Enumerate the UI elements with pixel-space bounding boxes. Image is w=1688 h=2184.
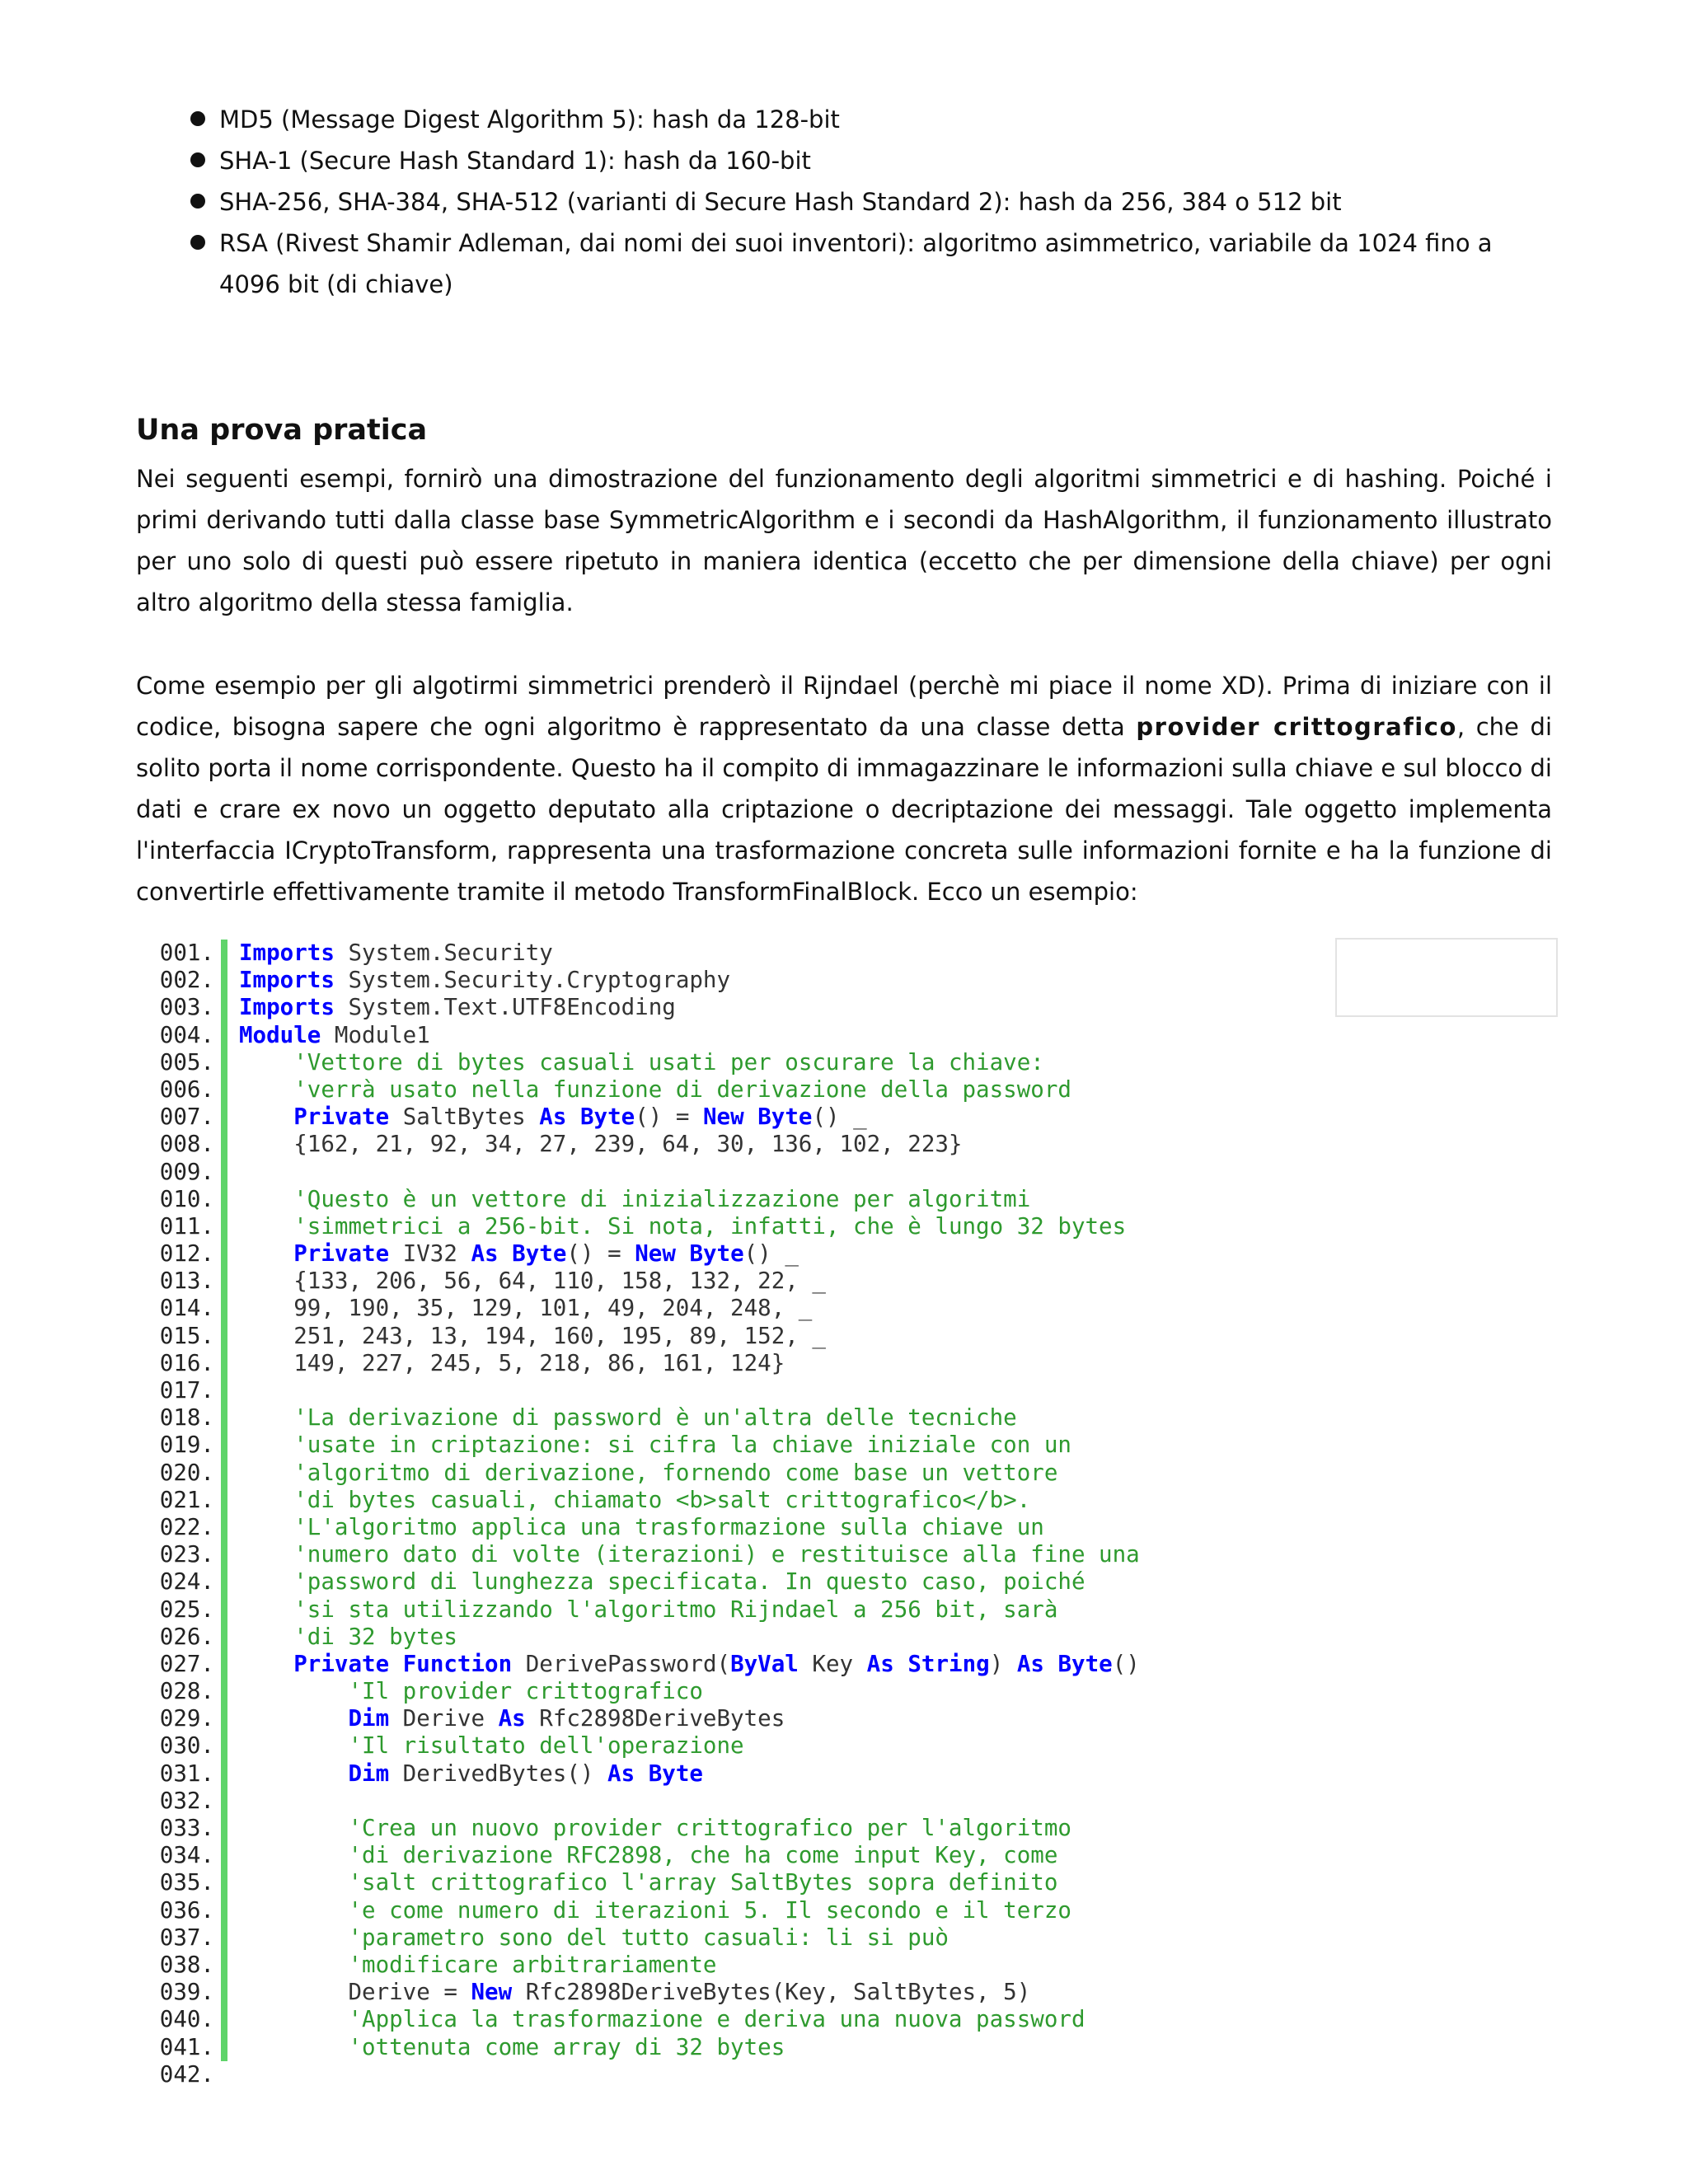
keyword-token: Imports <box>239 940 335 966</box>
comment-token: 'salt crittografico l'array SaltBytes sopra definito <box>348 1869 1058 1896</box>
comment-token: 'usate in criptazione: si cifra la chiave iniziale con un <box>293 1432 1071 1459</box>
code-line <box>157 1651 1311 1678</box>
code-line <box>157 1568 1311 1596</box>
code-text <box>239 1240 799 1268</box>
code-line <box>157 1460 1311 1487</box>
code-text <box>239 1624 457 1651</box>
bullet-icon <box>190 194 205 209</box>
keyword-token: Byte <box>1057 1650 1113 1677</box>
keyword-token: New <box>702 1104 744 1131</box>
code-line <box>157 1295 1311 1322</box>
gutter-marker <box>221 1460 227 1487</box>
code-text <box>239 1596 1057 1624</box>
code-text <box>239 1295 812 1322</box>
line-number: 014. <box>159 1295 214 1322</box>
gutter-marker <box>221 1240 227 1268</box>
code-text <box>239 940 553 967</box>
code-line <box>157 1815 1311 1842</box>
gutter-marker <box>221 1514 227 1541</box>
line-number: 008. <box>159 1131 214 1158</box>
code-token: System.Security <box>334 940 553 966</box>
bullet-icon <box>190 152 205 167</box>
code-line <box>157 1624 1311 1651</box>
keyword-token: As <box>866 1650 894 1677</box>
gutter-marker <box>221 1350 227 1377</box>
keyword-token: Byte <box>689 1240 744 1268</box>
code-token <box>239 1404 293 1431</box>
keyword-token: Byte <box>757 1104 813 1131</box>
line-number: 011. <box>159 1212 214 1240</box>
code-line <box>157 1514 1311 1541</box>
line-number: 030. <box>159 1732 214 1760</box>
line-number: 033. <box>159 1815 214 1841</box>
line-number: 041. <box>159 2033 214 2060</box>
code-text <box>239 1514 1044 1541</box>
line-number: 026. <box>159 1623 214 1650</box>
comment-token: 'password di lunghezza specificata. In questo caso, poiché <box>293 1568 1085 1596</box>
code-text <box>239 994 676 1021</box>
code-token <box>239 1460 293 1486</box>
code-text <box>239 1076 1071 1104</box>
gutter-marker <box>221 1295 227 1322</box>
code-token <box>239 1213 293 1240</box>
keyword-token: Module <box>239 1021 321 1048</box>
code-token <box>239 1815 348 1841</box>
gutter-marker <box>221 1541 227 1568</box>
code-text <box>239 1869 1057 1896</box>
gutter-marker <box>221 1104 227 1131</box>
code-text <box>239 1049 1044 1076</box>
line-number: 032. <box>159 1787 214 1814</box>
line-number: 019. <box>159 1432 214 1459</box>
gutter-marker <box>221 1705 227 1732</box>
code-text <box>239 1979 1030 2006</box>
code-line <box>157 1596 1311 1624</box>
list-item-text: SHA-256, SHA-384, SHA-512 (varianti di Secure Hash Standard 2): hash da 256, 384 o 512 bit <box>219 188 1342 216</box>
code-line <box>157 994 1311 1021</box>
keyword-token: As <box>498 1705 526 1732</box>
gutter-marker <box>221 1624 227 1651</box>
comment-token: 'L'algoritmo applica una trasformazione sulla chiave un <box>293 1513 1044 1540</box>
code-token <box>239 1596 293 1623</box>
line-number: 017. <box>159 1377 214 1404</box>
gutter-marker <box>221 1568 227 1596</box>
keyword-token: Dim <box>348 1705 390 1732</box>
code-token: IV32 <box>389 1240 471 1268</box>
code-line <box>157 2006 1311 2033</box>
code-line <box>157 2061 1311 2088</box>
line-number: 006. <box>159 1076 214 1103</box>
keyword-token: As <box>471 1240 499 1268</box>
provider-paragraph: Come esempio per gli algotirmi simmetrici prenderò il Rijndael (perchè mi piace il nome XD). Prima di iniziare con il codice, bisogna sapere che ogni algoritmo è rappresentato da una classe detta provider crittografico, che di solito porta il nome corrispondente. Questo ha il compito di immagazzinare le informazioni sulla chiave e sul blocco di dati e crare ex novo un oggetto deputato alla criptazione o decriptazione dei messaggi. Tale oggetto implementa l'interfaccia ICryptoTransform, rappresenta una trasformazione concreta sulle informazioni fornite e ha la funzione di convertirle effettivamente tramite il metodo TransformFinalBlock. Ecco un esempio: <box>136 672 1553 906</box>
code-token <box>239 1705 348 1732</box>
bold-term: provider crittografico <box>1136 713 1457 741</box>
code-token: Rfc2898DeriveBytes(Key, SaltBytes, 5) <box>512 1979 1031 2006</box>
code-token <box>676 1240 690 1267</box>
line-number: 037. <box>159 1924 214 1951</box>
code-text <box>239 1432 1071 1459</box>
code-token: {133, 206, 56, 64, 110, 158, 132, 22, _ <box>239 1268 826 1295</box>
code-token <box>239 1076 293 1103</box>
gutter-marker <box>221 1869 227 1896</box>
keyword-token: Private <box>293 1240 390 1268</box>
code-token <box>499 1240 513 1267</box>
code-token <box>566 1104 580 1130</box>
gutter-marker <box>221 1760 227 1788</box>
code-token: SaltBytes <box>389 1104 540 1131</box>
code-text <box>239 1460 1057 1487</box>
code-block <box>157 940 1311 2088</box>
code-token: 149, 227, 245, 5, 218, 86, 161, 124} <box>239 1349 785 1376</box>
comment-token: 'e come numero di iterazioni 5. Il secondo e il terzo <box>348 1896 1071 1924</box>
code-text <box>239 2006 1085 2033</box>
gutter-marker <box>221 1732 227 1760</box>
code-line <box>157 1924 1311 1952</box>
comment-token: 'numero dato di volte (iterazioni) e restituisce alla fine una <box>293 1541 1140 1568</box>
comment-token: 'di derivazione RFC2898, che ha come input Key, come <box>348 1842 1058 1869</box>
line-number: 035. <box>159 1869 214 1896</box>
gutter-marker <box>221 1979 227 2006</box>
code-token <box>239 1924 348 1951</box>
code-text <box>239 2034 785 2061</box>
code-text <box>239 1268 826 1295</box>
code-text <box>239 1760 703 1788</box>
code-token <box>239 1432 293 1458</box>
code-token <box>239 1869 348 1896</box>
code-toolbar-box <box>1335 938 1558 1017</box>
line-number: 039. <box>159 1979 214 2006</box>
code-token: () = <box>566 1240 635 1268</box>
line-number: 024. <box>159 1568 214 1596</box>
comment-token: 'Il provider crittografico <box>348 1678 703 1705</box>
keyword-token: Imports <box>239 967 335 994</box>
code-line <box>157 1350 1311 1377</box>
gutter-marker <box>221 2061 227 2088</box>
code-token <box>239 1104 293 1130</box>
code-token: ) <box>989 1650 1017 1677</box>
gutter-marker <box>221 1186 227 1213</box>
comment-token: 'algoritmo di derivazione, fornendo come base un vettore <box>293 1459 1058 1486</box>
code-line <box>157 1678 1311 1705</box>
line-number: 040. <box>159 2006 214 2033</box>
keyword-token: As <box>1016 1650 1044 1677</box>
keyword-token: ByVal <box>730 1650 799 1677</box>
code-text <box>239 1404 1017 1432</box>
keyword-token: Byte <box>648 1760 703 1787</box>
algorithm-list <box>188 99 1556 305</box>
gutter-marker <box>221 1651 227 1678</box>
code-text <box>239 1350 785 1377</box>
comment-token: 'Applica la trasformazione e deriva una nuova password <box>348 2006 1085 2033</box>
gutter-marker <box>221 1487 227 1514</box>
keyword-token: Byte <box>579 1104 635 1131</box>
code-line <box>157 1268 1311 1295</box>
keyword-token: Byte <box>512 1240 567 1268</box>
bullet-icon <box>190 111 205 126</box>
code-text <box>239 1705 785 1732</box>
gutter-marker <box>221 1022 227 1049</box>
gutter-marker <box>221 1159 227 1186</box>
list-item-text: RSA (Rivest Shamir Adleman, dai nomi dei suoi inventori): algoritmo asimmetrico, variabile da 1024 fino a 4096 bit (di chiave) <box>219 229 1493 298</box>
code-line <box>157 1842 1311 1869</box>
code-token <box>239 1952 348 1978</box>
bullet-icon <box>190 235 205 250</box>
code-line <box>157 1076 1311 1104</box>
line-number: 034. <box>159 1842 214 1869</box>
gutter-marker <box>221 1076 227 1104</box>
code-token <box>239 2006 348 2032</box>
code-line <box>157 1541 1311 1568</box>
code-token <box>239 1678 348 1704</box>
code-token: {162, 21, 92, 34, 27, 239, 64, 30, 136, 102, 223} <box>239 1131 963 1158</box>
code-token <box>239 1624 293 1650</box>
line-number: 023. <box>159 1541 214 1568</box>
line-number: 031. <box>159 1760 214 1787</box>
keyword-token: Private <box>293 1104 390 1131</box>
line-number: 003. <box>159 994 214 1021</box>
gutter-marker <box>221 1377 227 1404</box>
code-text <box>239 967 730 994</box>
list-item-text: MD5 (Message Digest Algorithm 5): hash da 128-bit <box>219 105 840 134</box>
code-line <box>157 1760 1311 1788</box>
gutter-marker <box>221 1213 227 1240</box>
list-item-text: SHA-1 (Secure Hash Standard 1): hash da 160-bit <box>219 147 811 175</box>
list-item <box>188 99 1556 140</box>
gutter-marker <box>221 967 227 994</box>
code-line <box>157 1952 1311 1979</box>
comment-token: 'si sta utilizzando l'algoritmo Rijndael a 256 bit, sarà <box>293 1596 1058 1623</box>
gutter-marker <box>221 1049 227 1076</box>
code-token: Derive <box>389 1705 499 1732</box>
gutter-marker <box>221 1404 227 1432</box>
comment-token: 'parametro sono del tutto casuali: li si può <box>348 1924 949 1951</box>
keyword-token: Dim <box>348 1760 390 1787</box>
comment-token: 'di 32 bytes <box>293 1623 457 1650</box>
line-number: 009. <box>159 1158 214 1185</box>
keyword-token: Function <box>402 1650 513 1677</box>
code-token: () <box>1112 1650 1140 1677</box>
code-text <box>239 1842 1057 1869</box>
code-text <box>239 1952 716 1979</box>
code-line <box>157 1432 1311 1459</box>
line-number: 042. <box>159 2060 214 2088</box>
line-number: 028. <box>159 1678 214 1705</box>
code-token: DerivePassword( <box>512 1650 731 1677</box>
code-token <box>239 1240 293 1267</box>
code-token <box>894 1651 908 1677</box>
gutter-marker <box>221 1596 227 1624</box>
code-token: DerivedBytes() <box>389 1760 608 1787</box>
gutter-marker <box>221 1678 227 1705</box>
line-number: 010. <box>159 1185 214 1212</box>
comment-token: 'Vettore di bytes casuali usati per oscurare la chiave: <box>293 1048 1044 1076</box>
keyword-token: Private <box>293 1650 390 1677</box>
line-number: 013. <box>159 1268 214 1295</box>
code-line <box>157 2034 1311 2061</box>
code-text <box>239 1678 703 1705</box>
code-line <box>157 1487 1311 1514</box>
code-token <box>239 1842 348 1868</box>
code-token <box>239 1541 293 1568</box>
line-number: 038. <box>159 1951 214 1978</box>
line-number: 005. <box>159 1048 214 1076</box>
keyword-token: Imports <box>239 994 335 1021</box>
code-token: Rfc2898DeriveBytes <box>525 1705 785 1732</box>
line-number: 007. <box>159 1104 214 1131</box>
keyword-token: String <box>907 1650 990 1677</box>
code-token: () _ <box>812 1104 867 1131</box>
code-token <box>635 1760 649 1787</box>
gutter-marker <box>221 1952 227 1979</box>
gutter-marker <box>221 1131 227 1158</box>
code-token <box>389 1651 403 1677</box>
code-line <box>157 1979 1311 2006</box>
code-token <box>744 1104 758 1130</box>
code-token: () = <box>635 1104 703 1131</box>
comment-token: 'verrà usato nella funzione di derivazione della password <box>293 1076 1071 1103</box>
line-number: 021. <box>159 1486 214 1513</box>
code-text <box>239 1131 963 1158</box>
code-line <box>157 940 1311 967</box>
code-text <box>239 1186 1030 1213</box>
gutter-marker <box>221 1897 227 1924</box>
code-token <box>239 1487 293 1513</box>
code-line <box>157 1159 1311 1186</box>
line-number: 022. <box>159 1513 214 1540</box>
list-item <box>188 223 1556 305</box>
list-item <box>188 140 1556 181</box>
keyword-token: New <box>635 1240 676 1268</box>
code-token: Module1 <box>321 1021 430 1048</box>
line-number: 036. <box>159 1896 214 1924</box>
code-line <box>157 1240 1311 1268</box>
code-text <box>239 1022 430 1049</box>
code-text <box>239 1651 1140 1678</box>
code-line <box>157 1049 1311 1076</box>
line-number: 015. <box>159 1322 214 1349</box>
comment-token: 'simmetrici a 256-bit. Si nota, infatti, che è lungo 32 bytes <box>293 1212 1127 1240</box>
code-token: 251, 243, 13, 194, 160, 195, 89, 152, _ <box>239 1322 826 1349</box>
line-number: 001. <box>159 940 214 966</box>
code-token <box>239 1897 348 1924</box>
code-text <box>239 1541 1140 1568</box>
intro-paragraph: Nei seguenti esempi, fornirò una dimostrazione del funzionamento degli algoritmi simmetrici e di hashing. Poiché i primi derivando tutti dalla classe base SymmetricAlgorithm e i secondi da HashAlgorithm, il funzionamento illustrato per uno solo di questi può essere ripetuto in maniera identica (eccetto che per dimensione della chiave) per ogni altro algoritmo della stessa famiglia. <box>136 465 1552 616</box>
code-token: System.Security.Cryptography <box>334 967 731 994</box>
line-number: 004. <box>159 1021 214 1048</box>
code-token <box>1044 1651 1058 1677</box>
section-heading: Una prova pratica <box>136 414 428 447</box>
gutter-marker <box>221 2006 227 2033</box>
code-text <box>239 1568 1085 1596</box>
comment-token: 'di bytes casuali, chiamato <b>salt crittografico</b>. <box>293 1486 1031 1513</box>
keyword-token: As <box>607 1760 635 1787</box>
code-line <box>157 1186 1311 1213</box>
gutter-marker <box>221 1268 227 1295</box>
line-number: 029. <box>159 1705 214 1732</box>
gutter-marker <box>221 1815 227 1842</box>
line-number: 018. <box>159 1404 214 1432</box>
gutter-marker <box>221 940 227 967</box>
code-line <box>157 1104 1311 1131</box>
code-line <box>157 1732 1311 1760</box>
code-token: () _ <box>743 1240 799 1268</box>
code-token <box>239 1732 348 1759</box>
gutter-marker <box>221 2034 227 2061</box>
code-text <box>239 1323 826 1350</box>
code-token <box>239 1049 293 1076</box>
code-token <box>239 1760 348 1787</box>
code-token <box>239 1514 293 1540</box>
code-token <box>239 1568 293 1595</box>
code-line <box>157 1213 1311 1240</box>
gutter-marker <box>221 1842 227 1869</box>
code-line <box>157 1869 1311 1896</box>
line-number: 027. <box>159 1650 214 1677</box>
gutter-marker <box>221 994 227 1021</box>
code-line <box>157 1131 1311 1158</box>
code-text <box>239 1104 867 1131</box>
code-text <box>239 1815 1071 1842</box>
code-line <box>157 967 1311 994</box>
gutter-marker <box>221 1788 227 1815</box>
keyword-token: New <box>471 1979 513 2006</box>
code-token <box>239 1186 293 1212</box>
code-line <box>157 1377 1311 1404</box>
code-token: 99, 190, 35, 129, 101, 49, 204, 248, _ <box>239 1295 813 1322</box>
code-token: Derive = <box>239 1979 471 2006</box>
code-text <box>239 1924 949 1952</box>
code-text <box>239 1213 1126 1240</box>
code-token <box>239 2034 348 2060</box>
comment-token: 'Il risultato dell'operazione <box>348 1732 744 1760</box>
comment-token: 'La derivazione di password è un'altra delle tecniche <box>293 1404 1017 1432</box>
code-token: Key <box>798 1650 867 1677</box>
gutter-marker <box>221 1323 227 1350</box>
code-token: System.Text.UTF8Encoding <box>334 994 676 1021</box>
list-item <box>188 181 1556 223</box>
comment-token: 'modificare arbitrariamente <box>348 1951 717 1978</box>
gutter-marker <box>221 1924 227 1952</box>
code-line <box>157 1705 1311 1732</box>
line-number: 002. <box>159 967 214 994</box>
line-number: 020. <box>159 1459 214 1486</box>
comment-token: 'ottenuta come array di 32 bytes <box>348 2033 785 2060</box>
code-line <box>157 1022 1311 1049</box>
code-line <box>157 1404 1311 1432</box>
comment-token: 'Crea un nuovo provider crittografico per l'algoritmo <box>348 1815 1071 1841</box>
code-text <box>239 1732 744 1760</box>
keyword-token: As <box>539 1104 567 1131</box>
gutter-marker <box>221 1432 227 1459</box>
line-number: 025. <box>159 1596 214 1623</box>
line-number: 012. <box>159 1240 214 1268</box>
code-line <box>157 1323 1311 1350</box>
code-token <box>239 1651 293 1677</box>
code-line <box>157 1897 1311 1924</box>
code-line <box>157 1788 1311 1815</box>
line-number: 016. <box>159 1349 214 1376</box>
code-text <box>239 1487 1030 1514</box>
comment-token: 'Questo è un vettore di inizializzazione per algoritmi <box>293 1185 1031 1212</box>
code-text <box>239 1897 1071 1924</box>
